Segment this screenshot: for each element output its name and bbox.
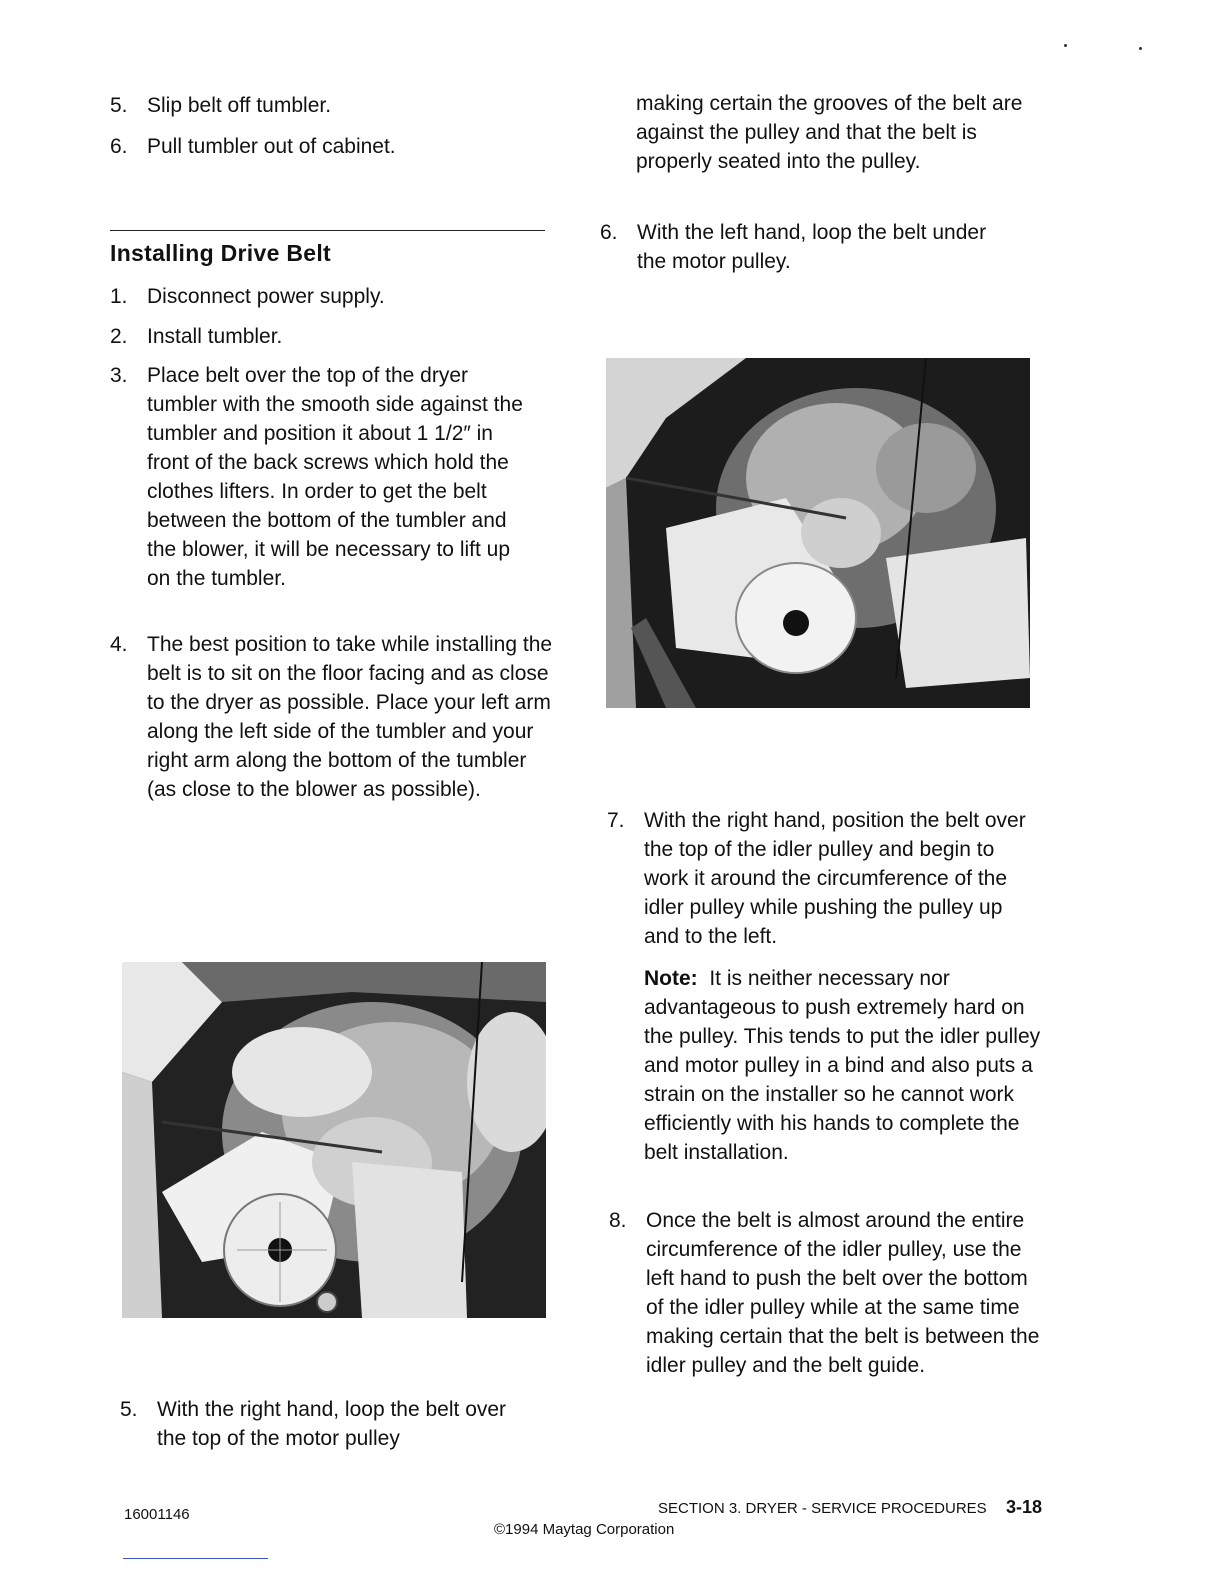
install-step-1 <box>110 282 550 311</box>
photo-motor-pulley <box>122 962 546 1318</box>
step-text: The best position to take while installing the belt is to sit on the floor facing and as close to the dryer as possible. Place your left arm along the left side of the tumbler and your right arm along the bottom of the tumbler (as close to the blower as possible). <box>147 633 553 801</box>
scan-mark <box>1139 47 1142 50</box>
step-text: With the left hand, loop the belt under the motor pulley. <box>637 221 987 273</box>
step-text: Pull tumbler out of cabinet. <box>147 135 396 158</box>
step-5-slip-belt <box>110 91 550 120</box>
install-step-4 <box>110 630 555 804</box>
step-text: Slip belt off tumbler. <box>147 94 332 117</box>
step-number: 7. <box>607 809 625 832</box>
section-heading: Installing Drive Belt <box>110 240 332 266</box>
step-text: Install tumbler. <box>147 325 283 348</box>
step-5-continuation: making certain the grooves of the belt are against the pulley and that the belt is properly seated into the pulley. <box>636 92 1023 173</box>
install-step-7 <box>607 806 1037 951</box>
photo-idler-pulley <box>606 358 1030 708</box>
step-number: 2. <box>110 325 128 348</box>
step-number: 3. <box>110 364 128 387</box>
step-6-pull-tumbler <box>110 132 550 161</box>
install-step-8 <box>609 1206 1044 1380</box>
page-number: 3-18 <box>1006 1497 1043 1517</box>
step-text: With the right hand, position the belt over the top of the idler pulley and begin to work it around the circumference of the idler pulley while pushing the pulley up and to the left. <box>644 809 1026 948</box>
note-block <box>644 964 1044 1167</box>
step-text: With the right hand, loop the belt over the top of the motor pulley <box>157 1398 507 1450</box>
install-step-2 <box>110 322 550 351</box>
note-label: Note: <box>644 967 698 990</box>
step-number: 6. <box>600 221 618 244</box>
install-step-3 <box>110 361 530 593</box>
step-number: 4. <box>110 633 128 656</box>
note-text: It is neither necessary nor advantageous to push extremely hard on the pulley. This tends to put the idler pulley and motor pulley in a bind and also puts a strain on the installer so he cannot work efficiently with his hands to complete the belt installation. <box>644 967 1041 1164</box>
install-step-5 <box>120 1395 540 1453</box>
scan-mark <box>1064 44 1067 47</box>
install-step-6 <box>600 218 990 276</box>
copyright: ©1994 Maytag Corporation <box>494 1521 675 1538</box>
page-edge-line <box>123 1558 268 1559</box>
step-number: 6. <box>110 135 128 158</box>
step-number: 5. <box>120 1398 138 1421</box>
step-number: 1. <box>110 285 128 308</box>
section-divider <box>110 230 545 231</box>
step-number: 5. <box>110 94 128 117</box>
step-text: Place belt over the top of the dryer tumbler with the smooth side against the tumbler and position it about 1 1/2″ in front of the back screws which hold the clothes lifters. In order to get the belt between the bottom of the tumbler and the blower, it will be necessary to lift up on the tumbler. <box>147 364 523 590</box>
step-text: Once the belt is almost around the entire circumference of the idler pulley, use the left hand to push the belt over the bottom of the idler pulley while at the same time making certain that the belt is between the idler pulley and the belt guide. <box>646 1209 1040 1377</box>
section-title: SECTION 3. DRYER - SERVICE PROCEDURES <box>658 1500 987 1517</box>
doc-number: 16001146 <box>124 1506 190 1523</box>
step-text: Disconnect power supply. <box>147 285 385 308</box>
step-number: 8. <box>609 1209 627 1232</box>
